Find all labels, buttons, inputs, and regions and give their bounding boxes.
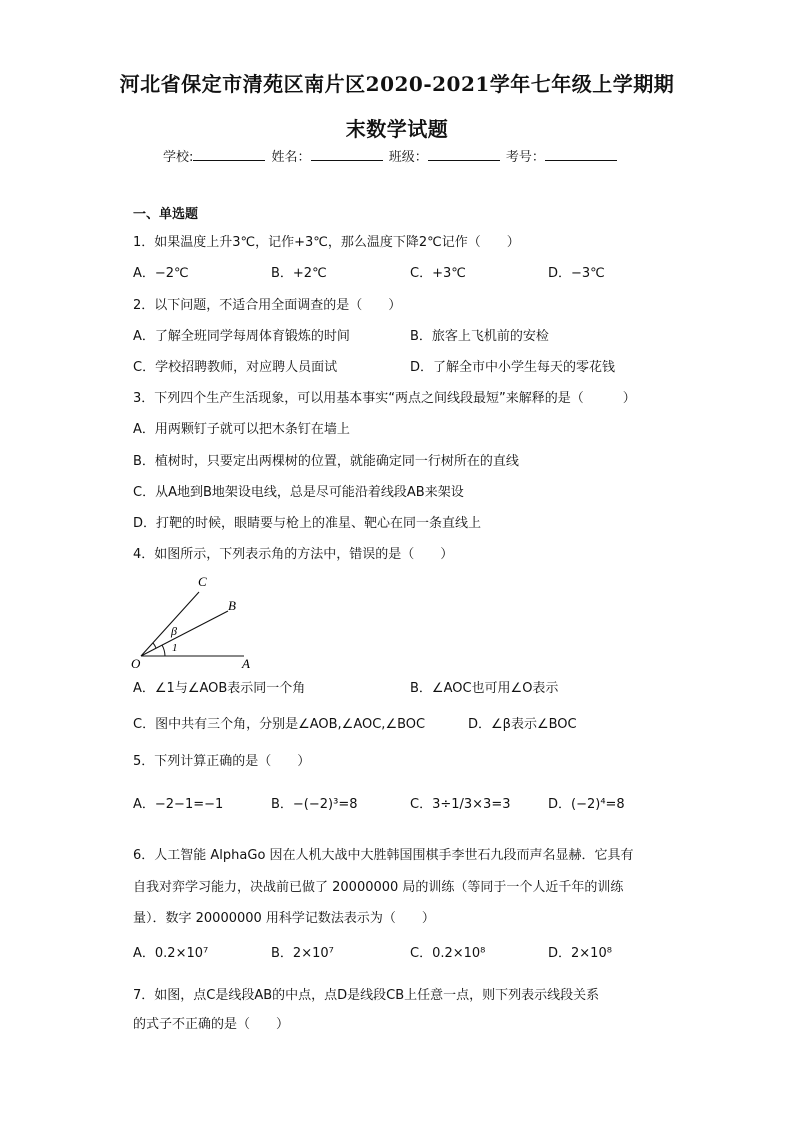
q3-option-a: A．用两颗钉子就可以把木条钉在墙上 — [133, 422, 350, 437]
name-blank[interactable] — [311, 148, 383, 161]
q4-option-d: D．∠β表示∠BOC — [468, 717, 577, 732]
q3-option-c: C．从A地到B地架设电线，总是尽可能沿着线段AB来架设 — [133, 485, 464, 500]
label-o: O — [131, 656, 141, 670]
question-6-line2: 自我对弈学习能力，决战前已做了 20000000 局的训练（等同于一个人近千年的训练 — [133, 880, 624, 895]
school-blank[interactable] — [193, 148, 265, 161]
q4-option-b: B．∠AOC也可用∠O表示 — [410, 681, 559, 696]
question-6-line3: 量）．数字 20000000 用科学记数法表示为（ ） — [133, 911, 435, 926]
q6-option-a: A．0.2×10⁷ — [133, 946, 209, 961]
question-4-stem: 4．如图所示，下列表示角的方法中，错误的是（ ） — [133, 547, 454, 562]
q5-option-a: A．−2−1=−1 — [133, 797, 224, 812]
angle-arc-beta — [153, 643, 156, 648]
number-blank[interactable] — [545, 148, 617, 161]
label-b: B — [228, 598, 236, 613]
class-blank[interactable] — [428, 148, 500, 161]
ray-ob — [141, 611, 228, 656]
question-7-line2: 的式子不正确的是（ ） — [133, 1017, 290, 1032]
number-label: 考号： — [505, 150, 545, 165]
question-2-stem: 2．以下问题，不适合用全面调查的是（ ） — [133, 298, 402, 313]
class-label: 班级： — [388, 150, 428, 165]
q5-option-c: C．3÷1/3×3=3 — [410, 797, 511, 812]
q1-option-c: C．+3℃ — [410, 266, 466, 281]
q1-option-a: A．−2℃ — [133, 266, 189, 281]
angle-arc-1 — [162, 645, 165, 656]
q4-option-c: C．图中共有三个角，分别是∠AOB,∠AOC,∠BOC — [133, 717, 426, 732]
label-a: A — [242, 656, 250, 670]
name-label: 姓名： — [271, 150, 311, 165]
q6-option-c: C．0.2×10⁸ — [410, 946, 486, 961]
exam-title-line1: 河北省保定市清苑区南片区2020-2021学年七年级上学期期 — [119, 72, 675, 96]
label-c: C — [198, 574, 207, 589]
question-6-line1: 6．人工智能 AlphaGo 因在人机大战中大胜韩国围棋手李世石九段而声名显赫．它具有 — [133, 848, 634, 863]
question-3-stem: 3．下列四个生产生活现象，可以用基本事实“两点之间线段最短”来解释的是（ ） — [133, 391, 636, 406]
section-heading: 一、单选题 — [133, 207, 199, 222]
label-1: 1 — [172, 642, 178, 654]
q5-option-d: D．(−2)⁴=8 — [548, 797, 625, 812]
q4-option-a: A．∠1与∠AOB表示同一个角 — [133, 681, 306, 696]
angle-figure — [126, 570, 266, 670]
exam-title-line2: 末数学试题 — [345, 117, 449, 141]
q6-option-b: B．2×10⁷ — [271, 946, 334, 961]
ray-oc — [141, 592, 199, 656]
q3-option-b: B．植树时，只要定出两棵树的位置，就能确定同一行树所在的直线 — [133, 454, 519, 469]
q2-option-a: A．了解全班同学每周体育锻炼的时间 — [133, 329, 350, 344]
q2-option-c: C．学校招聘教师，对应聘人员面试 — [133, 360, 338, 375]
q2-option-d: D．了解全市中小学生每天的零花钱 — [410, 360, 616, 375]
q2-option-b: B．旅客上飞机前的安检 — [410, 329, 549, 344]
q5-option-b: B．−(−2)³=8 — [271, 797, 358, 812]
label-beta: β — [171, 624, 177, 638]
question-7-line1: 7．如图，点C是线段AB的中点，点D是线段CB上任意一点，则下列表示线段关系 — [133, 988, 600, 1003]
q3-option-d: D．打靶的时候，眼睛要与枪上的准星、靶心在同一条直线上 — [133, 516, 482, 531]
school-label: 学校: — [163, 150, 194, 165]
student-info-row — [163, 146, 619, 165]
question-5-stem: 5．下列计算正确的是（ ） — [133, 754, 311, 769]
q6-option-d: D．2×10⁸ — [548, 946, 612, 961]
q1-option-d: D．−3℃ — [548, 266, 605, 281]
q1-option-b: B．+2℃ — [271, 266, 327, 281]
question-1-stem: 1．如果温度上升3℃，记作+3℃，那么温度下降2℃记作（ ） — [133, 235, 520, 250]
